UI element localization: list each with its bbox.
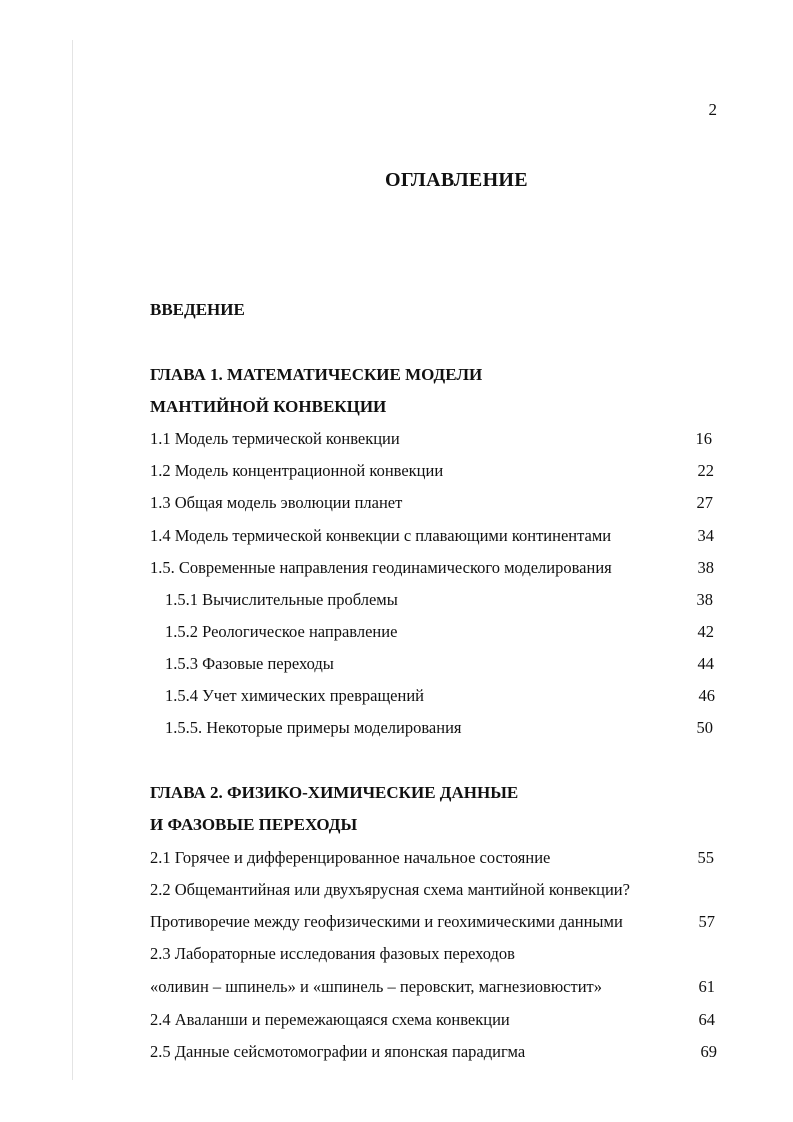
scan-edge-line xyxy=(72,40,73,1080)
toc-entry-label: 2.3 Лабораторные исследования фазовых переходов xyxy=(150,944,515,963)
chapter1-heading-line2: МАНТИЙНОЙ КОНВЕКЦИИ xyxy=(150,397,387,416)
chapter1-heading-line1: ГЛАВА 1. МАТЕМАТИЧЕСКИЕ МОДЕЛИ xyxy=(150,365,483,384)
toc-entry-label: Противоречие между геофизическими и геохимическими данными xyxy=(150,912,623,931)
toc-entry-label: 2.5 Данные сейсмотомографии и японская парадигма xyxy=(150,1042,526,1061)
toc-subentry-label: 1.5.2 Реологическое направление xyxy=(165,622,398,641)
toc-entry-page: 34 xyxy=(697,526,714,545)
toc-entry-page: 46 xyxy=(698,686,715,705)
toc-entry-page: 16 xyxy=(695,429,712,448)
toc-entry-page: 44 xyxy=(697,654,714,673)
toc-subentry-label: 1.5.4 Учет химических превращений xyxy=(165,686,424,705)
toc-subentry-label: 1.5.3 Фазовые переходы xyxy=(165,654,334,673)
toc-entry-page: 69 xyxy=(700,1042,717,1061)
toc-entry-label: «оливин – шпинель» и «шпинель – перовскит, магнезиовюстит» xyxy=(150,977,602,996)
toc-entry-label: 2.2 Общемантийная или двухъярусная схема мантийной конвекции? xyxy=(150,880,630,899)
toc-entry-page: 50 xyxy=(696,718,713,737)
toc-entry-page: 38 xyxy=(696,590,713,609)
toc-entry-page: 38 xyxy=(697,558,714,577)
toc-entry-page: 61 xyxy=(698,977,715,996)
toc-entry-label: 1.2 Модель концентрационной конвекции xyxy=(150,461,444,480)
toc-entry-label: 2.1 Горячее и дифференцированное начальное состояние xyxy=(150,848,551,867)
page-number: 2 xyxy=(708,100,717,119)
toc-subentry-label: 1.5.1 Вычислительные проблемы xyxy=(165,590,398,609)
toc-entry-label: 2.4 Аваланши и перемежающаяся схема конвекции xyxy=(150,1010,510,1029)
toc-introduction: ВВЕДЕНИЕ xyxy=(150,300,245,319)
toc-entry-page: 64 xyxy=(698,1010,715,1029)
toc-entry-label: 1.4 Модель термической конвекции с плавающими континентами xyxy=(150,526,612,545)
toc-entry-label: 1.1 Модель термической конвекции xyxy=(150,429,400,448)
toc-entry-page: 57 xyxy=(698,912,715,931)
toc-subentry-label: 1.5.5. Некоторые примеры моделирования xyxy=(165,718,462,737)
toc-entry-page: 22 xyxy=(697,461,714,480)
toc-entry-label: 1.5. Современные направления геодинамического моделирования xyxy=(150,558,612,577)
chapter2-heading-line1: ГЛАВА 2. ФИЗИКО-ХИМИЧЕСКИЕ ДАННЫЕ xyxy=(150,783,519,802)
toc-entry-page: 27 xyxy=(696,493,713,512)
chapter2-heading-line2: И ФАЗОВЫЕ ПЕРЕХОДЫ xyxy=(150,815,358,834)
toc-entry-page: 42 xyxy=(697,622,714,641)
toc-entry-label: 1.3 Общая модель эволюции планет xyxy=(150,493,403,512)
toc-title: ОГЛАВЛЕНИЕ xyxy=(385,169,528,191)
toc-entry-page: 55 xyxy=(697,848,714,867)
